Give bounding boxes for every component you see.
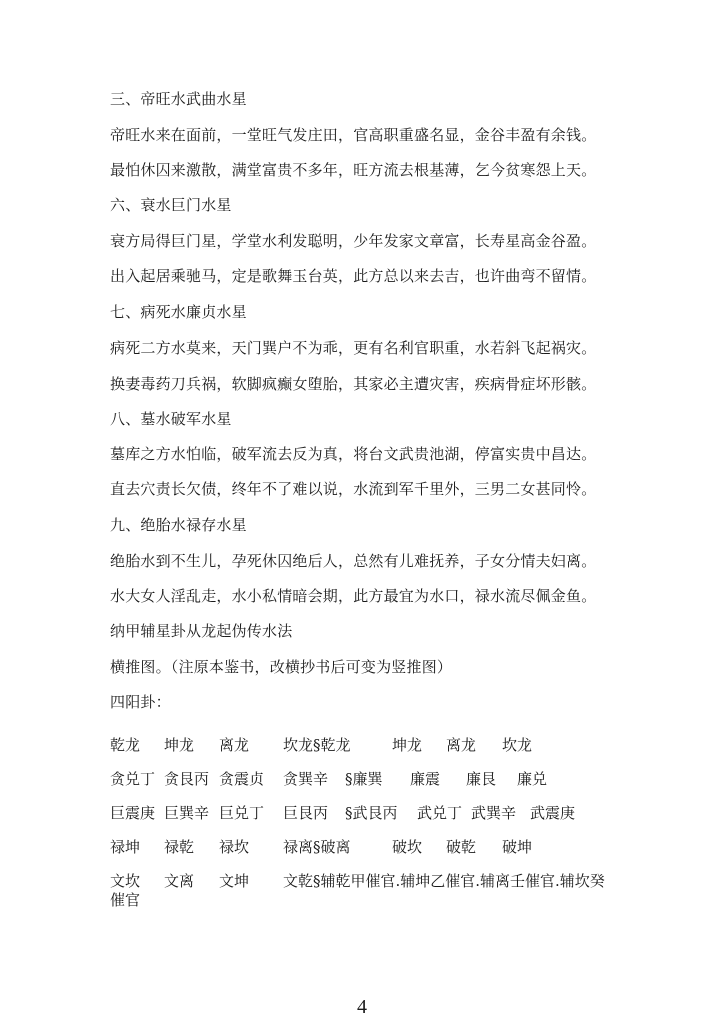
table-cell: 禄坤 (110, 838, 141, 856)
section-heading-9: 九、绝胎水禄存水星 (110, 516, 247, 534)
verse-line: 直去穴责长欠债，终年不了难以说，水流到军千里外，三男二女甚同怜。 (110, 480, 597, 498)
table-cell: 廉兑 (517, 770, 548, 788)
table-cell: 禄坎 (219, 838, 250, 856)
table-cell: 武兑丁 (417, 804, 463, 822)
trigram-table (110, 728, 630, 909)
verse-line: 出入起居乘驰马，定是歌舞玉台英，此方总以来去吉，也许曲弯不留情。 (110, 267, 597, 285)
verse-line: 最怕休囚来激散，满堂富贵不多年，旺方流去根基薄，乞今贫寒怨上天。 (110, 161, 597, 179)
table-cell: 廉震 (410, 770, 441, 788)
table-row (110, 830, 630, 864)
note-line: 横推图。（注原本鉴书，改横抄书后可变为竖推图） (110, 658, 453, 676)
table-cell: 贪兑丁 (110, 770, 156, 788)
table-cell: 武巽辛 (471, 804, 517, 822)
table-cell: 巨艮丙 (283, 804, 329, 822)
table-row (110, 728, 630, 762)
section-heading-7: 七、病死水廉贞水星 (110, 303, 247, 321)
table-cell: 文坎 (110, 872, 141, 890)
table-cell: 坤龙 (392, 736, 423, 754)
table-cell: 离龙 (446, 736, 477, 754)
verse-line: 绝胎水到不生儿，孕死休囚绝后人，总然有儿难抚养，子女分情夫妇离。 (110, 552, 597, 570)
table-cell: 离龙 (219, 736, 250, 754)
table-row (110, 864, 630, 909)
table-cell: 巨巽辛 (164, 804, 210, 822)
section-heading-8: 八、墓水破军水星 (110, 410, 232, 428)
table-cell: 坤龙 (164, 736, 195, 754)
subheading: 纳甲辅星卦从龙起伪传水法 (110, 622, 293, 640)
section-heading-6: 六、衰水巨门水星 (110, 196, 232, 214)
table-cell: 破坎 (392, 838, 423, 856)
table-cell: 贪巽辛 (283, 770, 329, 788)
verse-line: 水大女人淫乱走，水小私情暗会期，此方最宜为水口，禄水流尽佩金鱼。 (110, 587, 597, 605)
table-cell: 文乾§辅乾甲催官.辅坤乙催官.辅离壬催官.辅坎癸 (283, 872, 605, 890)
verse-line: 衰方局得巨门星，学堂水利发聪明，少年发家文章富，长寿星高金谷盈。 (110, 232, 597, 250)
table-cell: 文离 (164, 872, 195, 890)
table-cell: 禄离§破离 (283, 838, 351, 856)
verse-line: 帝旺水来在面前，一堂旺气发庄田，官高职重盛名显，金谷丰盈有余钱。 (110, 126, 597, 144)
verse-line: 换妻毒药刀兵祸，软脚疯癫女堕胎，其家必主遭灾害，疾病骨症坏形骸。 (110, 375, 597, 393)
table-cell: 巨兑丁 (219, 804, 265, 822)
table-cell: 坎龙 (502, 736, 533, 754)
table-cell: 贪艮丙 (164, 770, 210, 788)
table-label: 四阳卦： (110, 693, 171, 711)
table-cell: 破乾 (446, 838, 477, 856)
table-cell: 破坤 (502, 838, 533, 856)
table-cell: 武震庚 (530, 804, 576, 822)
table-cell-continuation: 催官 (110, 891, 141, 909)
table-cell: §武艮丙 (345, 804, 398, 822)
table-cell: 贪震贞 (219, 770, 265, 788)
table-row (110, 796, 630, 830)
table-cell: 禄乾 (164, 838, 195, 856)
verse-line: 墓库之方水怕临，破军流去反为真，将台文武贵池湖，停富实贵中昌达。 (110, 445, 597, 463)
table-cell: 乾龙 (110, 736, 141, 754)
verse-line: 病死二方水莫来，天门巽户不为乖，更有名利官职重，水若斜飞起祸灾。 (110, 339, 597, 357)
table-cell: 文坤 (219, 872, 250, 890)
table-row (110, 762, 630, 796)
section-heading-3: 三、帝旺水武曲水星 (110, 90, 247, 108)
page-number: 4 (357, 996, 367, 1018)
table-cell: 廉艮 (466, 770, 497, 788)
table-cell: 巨震庚 (110, 804, 156, 822)
table-cell: 坎龙§乾龙 (283, 736, 351, 754)
table-cell: §廉巽 (345, 770, 383, 788)
